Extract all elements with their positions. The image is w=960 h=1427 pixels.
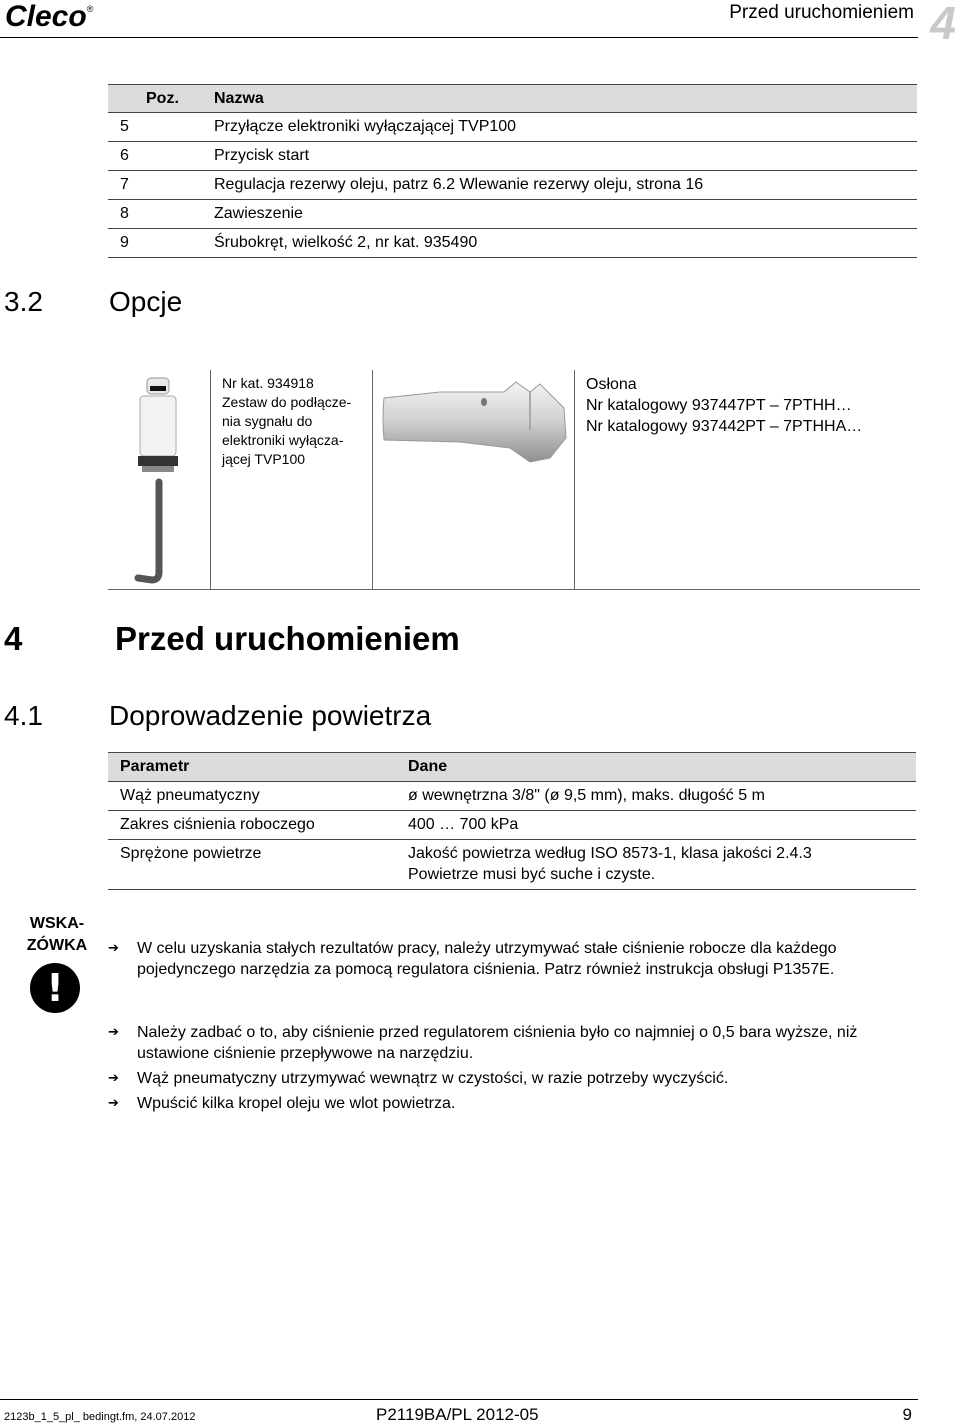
arrow-icon: ➔ bbox=[108, 1096, 119, 1111]
table-cell: 8 bbox=[108, 200, 202, 229]
bullet-text: Wąż pneumatyczny utrzymywać wewnątrz w czystości, w razie potrzeby wyczyścić. bbox=[137, 1070, 729, 1087]
table-cell: 5 bbox=[108, 113, 202, 142]
table-header-row bbox=[108, 85, 917, 113]
bullet-text: Należy zadbać o to, aby ciśnienie przed regulatorem ciśnienia było co najmniej o 0,5 bara wyższe, niż bbox=[137, 1024, 858, 1041]
table-cell: Zakres ciśnienia roboczego bbox=[108, 811, 396, 840]
table-row bbox=[108, 200, 917, 229]
footer-doc-id: P2119BA/PL 2012-05 bbox=[376, 1405, 539, 1424]
signal-kit-image bbox=[128, 374, 198, 586]
kit-text-line: Zestaw do podłącze- bbox=[222, 394, 352, 410]
table-cell: Przycisk start bbox=[202, 142, 917, 171]
bullet-text: W celu uzyskania stałych rezultatów pracy, należy utrzymywać stałe ciśnienie robocze dla każdego bbox=[137, 940, 837, 957]
options-table bbox=[108, 370, 920, 590]
table-row bbox=[108, 811, 916, 840]
table-cell: 400 … 700 kPa bbox=[396, 811, 916, 840]
note-label-line: ZÓWKA bbox=[26, 937, 88, 954]
table-cell: 9 bbox=[108, 229, 202, 258]
table-row bbox=[108, 840, 916, 890]
table-row bbox=[108, 113, 917, 142]
running-header-title: Przed uruchomieniem bbox=[729, 2, 914, 23]
kit-text-line: elektroniki wyłącza- bbox=[222, 432, 344, 448]
kit-catalog-number: Nr kat. 934918 bbox=[222, 375, 314, 391]
kit-text-line: nia sygnału do bbox=[222, 413, 313, 429]
air-supply-table bbox=[108, 752, 916, 890]
bullet-text: pojedynczego narzędzia za pomocą regulatora ciśnienia. Patrz również instrukcja obsługi P1357E. bbox=[137, 961, 835, 978]
cover-description bbox=[586, 374, 862, 437]
arrow-icon: ➔ bbox=[108, 941, 119, 956]
bullet-text: ustawione ciśnienie przepływowe na narzędziu. bbox=[137, 1045, 474, 1062]
table-cell: Zawieszenie bbox=[202, 200, 917, 229]
note-label-line: WSKA- bbox=[29, 915, 85, 932]
cleco-logo: Cleco® bbox=[5, 0, 94, 33]
list-item bbox=[108, 1068, 920, 1089]
column-header: Dane bbox=[396, 753, 916, 782]
note-bullet bbox=[108, 938, 920, 980]
table-cell: Śrubokręt, wielkość 2, nr kat. 935490 bbox=[202, 229, 917, 258]
divider bbox=[574, 370, 575, 589]
table-row bbox=[108, 229, 917, 258]
running-header-chapter-number: 4 bbox=[930, 0, 956, 49]
table-cell: Wąż pneumatyczny bbox=[108, 782, 396, 811]
table-cell bbox=[396, 840, 916, 890]
footer-file-info: 2123b_1_5_pl_ bedingt.fm, 24.07.2012 bbox=[4, 1411, 196, 1423]
table-header-row bbox=[108, 753, 916, 782]
bullet-text: Wpuścić kilka kropel oleju we wlot powietrza. bbox=[137, 1095, 456, 1112]
list-item bbox=[108, 1093, 920, 1114]
table-row bbox=[108, 782, 916, 811]
kit-text-line: jącej TVP100 bbox=[222, 451, 306, 467]
section-title: Doprowadzenie powietrza bbox=[109, 700, 432, 731]
table-cell: ø wewnętrzna 3/8" (ø 9,5 mm), maks. długość 5 m bbox=[396, 782, 916, 811]
cell-line: Powietrze musi być suche i czyste. bbox=[408, 866, 656, 883]
kit-description bbox=[222, 374, 351, 469]
note-label bbox=[22, 913, 92, 957]
section-number: 3.2 bbox=[4, 286, 43, 317]
section-number: 4.1 bbox=[4, 700, 43, 731]
table-cell: Sprężone powietrze bbox=[108, 840, 396, 890]
cover-catalog-line: Nr katalogowy 937442PT – 7PTHHA… bbox=[586, 418, 863, 435]
column-header: Poz. bbox=[108, 85, 202, 113]
chapter-number: 4 bbox=[4, 620, 23, 657]
table-cell: Przyłącze elektroniki wyłączającej TVP100 bbox=[202, 113, 917, 142]
column-header: Parametr bbox=[108, 753, 396, 782]
arrow-icon: ➔ bbox=[108, 1071, 119, 1086]
column-header: Nazwa bbox=[202, 85, 917, 113]
arrow-icon: ➔ bbox=[108, 1025, 119, 1040]
cell-line: Jakość powietrza według ISO 8573-1, klasa jakości 2.4.3 bbox=[408, 845, 812, 862]
exclamation-icon: ! bbox=[30, 963, 80, 1013]
table-row bbox=[108, 142, 917, 171]
table-cell: 6 bbox=[108, 142, 202, 171]
header-rule bbox=[0, 37, 918, 38]
cover-image bbox=[380, 378, 570, 468]
table-cell: Regulacja rezerwy oleju, patrz 6.2 Wlewanie rezerwy oleju, strona 16 bbox=[202, 171, 917, 200]
page-number: 9 bbox=[902, 1405, 912, 1424]
table-cell: 7 bbox=[108, 171, 202, 200]
table-row bbox=[108, 171, 917, 200]
list-item bbox=[108, 1022, 920, 1064]
cover-title: Osłona bbox=[586, 376, 637, 393]
divider bbox=[372, 370, 373, 589]
footer-rule bbox=[0, 1399, 918, 1400]
chapter-title: Przed uruchomieniem bbox=[115, 620, 460, 657]
cover-catalog-line: Nr katalogowy 937447PT – 7PTHH… bbox=[586, 397, 852, 414]
parts-table bbox=[108, 84, 917, 258]
section-title: Opcje bbox=[109, 286, 183, 317]
divider bbox=[210, 370, 211, 589]
